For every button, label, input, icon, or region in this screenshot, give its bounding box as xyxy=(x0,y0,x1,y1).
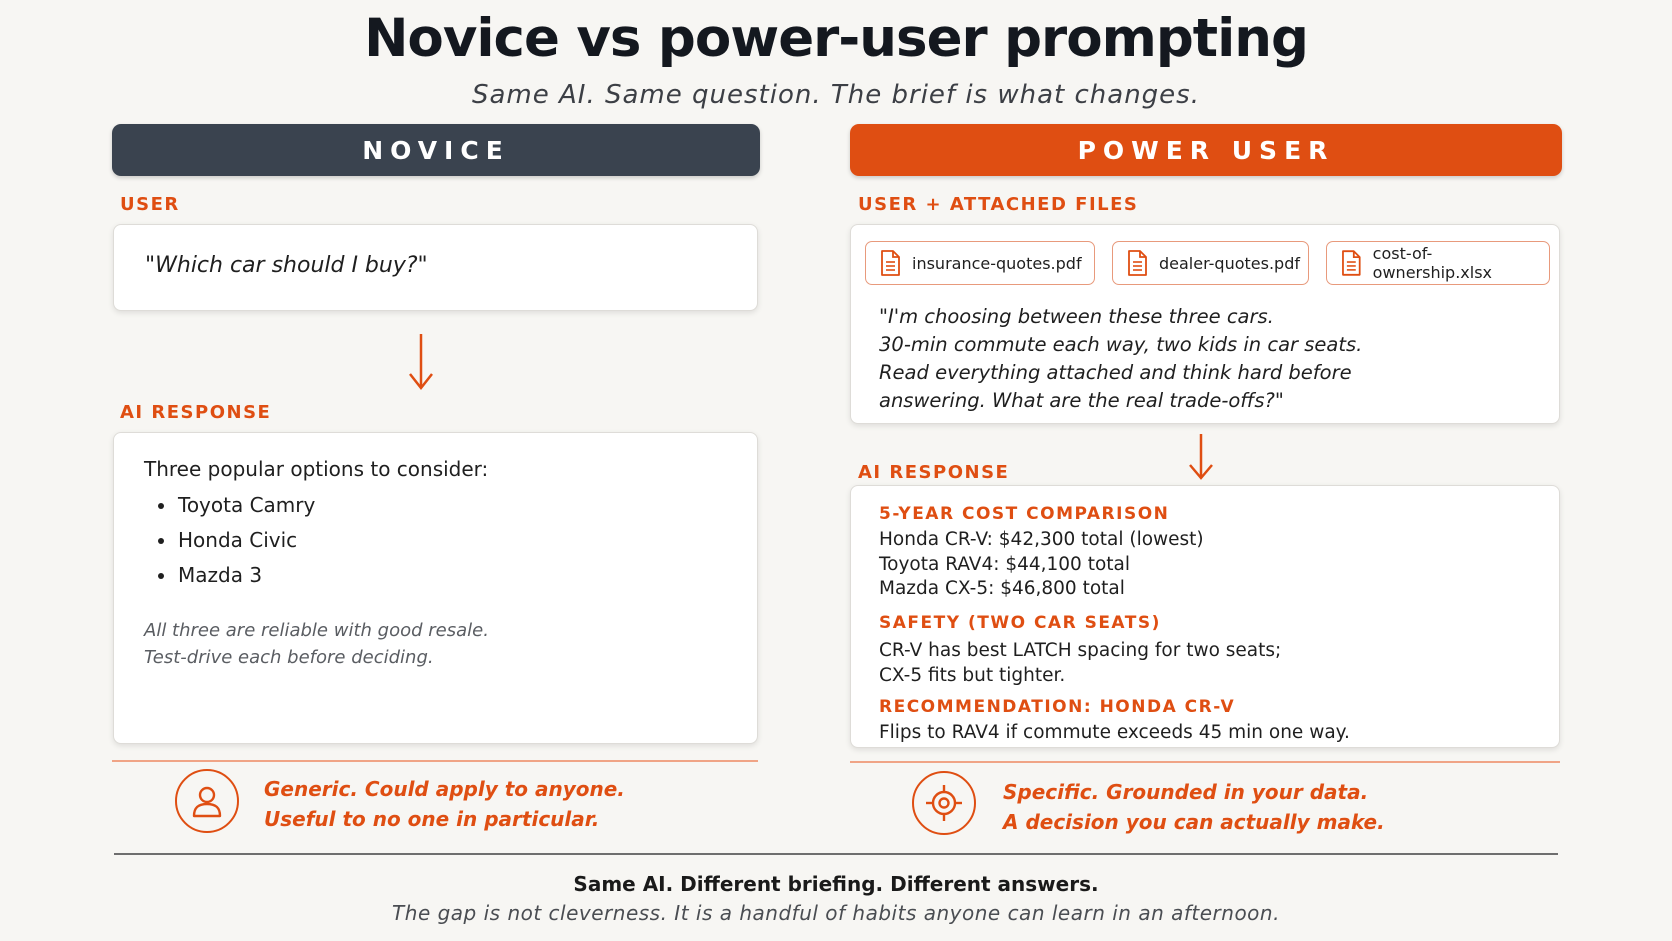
section-line: CX-5 fits but tighter. xyxy=(879,664,1066,686)
section-line: Honda CR-V: $42,300 total (lowest) xyxy=(879,529,1204,550)
list-item: Honda Civic xyxy=(144,528,315,563)
section-body xyxy=(879,721,1350,746)
novice-response-label: AI RESPONSE xyxy=(120,402,272,423)
file-chip[interactable] xyxy=(1326,241,1550,285)
verdict-line: Useful to no one in particular. xyxy=(264,807,600,831)
question-line: 30-min commute each way, two kids in car seats. xyxy=(879,333,1363,356)
question-line: Read everything attached and think hard before xyxy=(879,361,1352,384)
question-line: answering. What are the real trade-offs?" xyxy=(879,389,1284,412)
footer-divider xyxy=(114,853,1558,855)
file-chip[interactable] xyxy=(865,241,1095,285)
verdict-line: Generic. Could apply to anyone. xyxy=(264,777,625,801)
file-name: insurance-quotes.pdf xyxy=(912,253,1082,273)
power-verdict xyxy=(1003,777,1385,837)
page-subtitle: Same AI. Same question. The brief is what changes. xyxy=(471,80,1200,110)
novice-response-card xyxy=(113,432,758,744)
footer-headline: Same AI. Different briefing. Different answers. xyxy=(573,872,1099,896)
section-heading: RECOMMENDATION: HONDA CR-V xyxy=(879,697,1236,717)
section-body xyxy=(879,639,1281,688)
note-line: Test-drive each before deciding. xyxy=(144,647,434,668)
file-name: cost-of-ownership.xlsx xyxy=(1372,244,1492,282)
power-divider xyxy=(850,761,1560,763)
arrow-down-icon xyxy=(406,332,436,392)
power-response-label: AI RESPONSE xyxy=(858,462,1010,483)
power-user-header: POWER USER xyxy=(850,124,1562,176)
note-line: All three are reliable with good resale. xyxy=(144,620,489,641)
target-icon xyxy=(912,771,976,835)
novice-header: NOVICE xyxy=(112,124,760,176)
arrow-down-icon xyxy=(1186,432,1216,482)
page-title: Novice vs power-user prompting xyxy=(364,8,1308,69)
power-response-card xyxy=(850,485,1560,748)
option-list xyxy=(144,493,315,598)
list-item: Mazda 3 xyxy=(144,563,315,598)
novice-divider xyxy=(112,760,758,762)
file-chip[interactable] xyxy=(1112,241,1309,285)
section-body xyxy=(879,528,1204,602)
power-question-card xyxy=(850,224,1560,424)
section-line: CR-V has best LATCH spacing for two seats; xyxy=(879,640,1282,661)
power-question xyxy=(879,303,1362,415)
section-heading: SAFETY (TWO CAR SEATS) xyxy=(879,613,1161,633)
question-line: "I'm choosing between these three cars. xyxy=(879,305,1274,328)
section-heading: 5-YEAR COST COMPARISON xyxy=(879,504,1170,524)
document-icon xyxy=(880,250,900,276)
file-name: dealer-quotes.pdf xyxy=(1159,253,1300,273)
response-note xyxy=(144,617,489,671)
novice-verdict xyxy=(264,774,625,834)
response-intro: Three popular options to consider: xyxy=(144,457,489,481)
footer-subline: The gap is not cleverness. It is a handful of habits anyone can learn in an afternoon. xyxy=(392,901,1280,925)
novice-question-card xyxy=(113,224,758,311)
novice-question: "Which car should I buy?" xyxy=(145,253,428,278)
verdict-line: Specific. Grounded in your data. xyxy=(1003,780,1369,804)
person-icon xyxy=(175,769,239,833)
section-line: Toyota RAV4: $44,100 total xyxy=(879,553,1131,575)
power-user-label: USER + ATTACHED FILES xyxy=(858,194,1139,215)
section-line: Mazda CX-5: $46,800 total xyxy=(879,578,1125,599)
document-icon xyxy=(1341,250,1361,276)
verdict-line: A decision you can actually make. xyxy=(1003,810,1385,834)
novice-user-label: USER xyxy=(120,194,180,215)
document-icon xyxy=(1127,250,1147,276)
section-line: Flips to RAV4 if commute exceeds 45 min one way. xyxy=(879,722,1350,743)
list-item: Toyota Camry xyxy=(144,493,315,528)
